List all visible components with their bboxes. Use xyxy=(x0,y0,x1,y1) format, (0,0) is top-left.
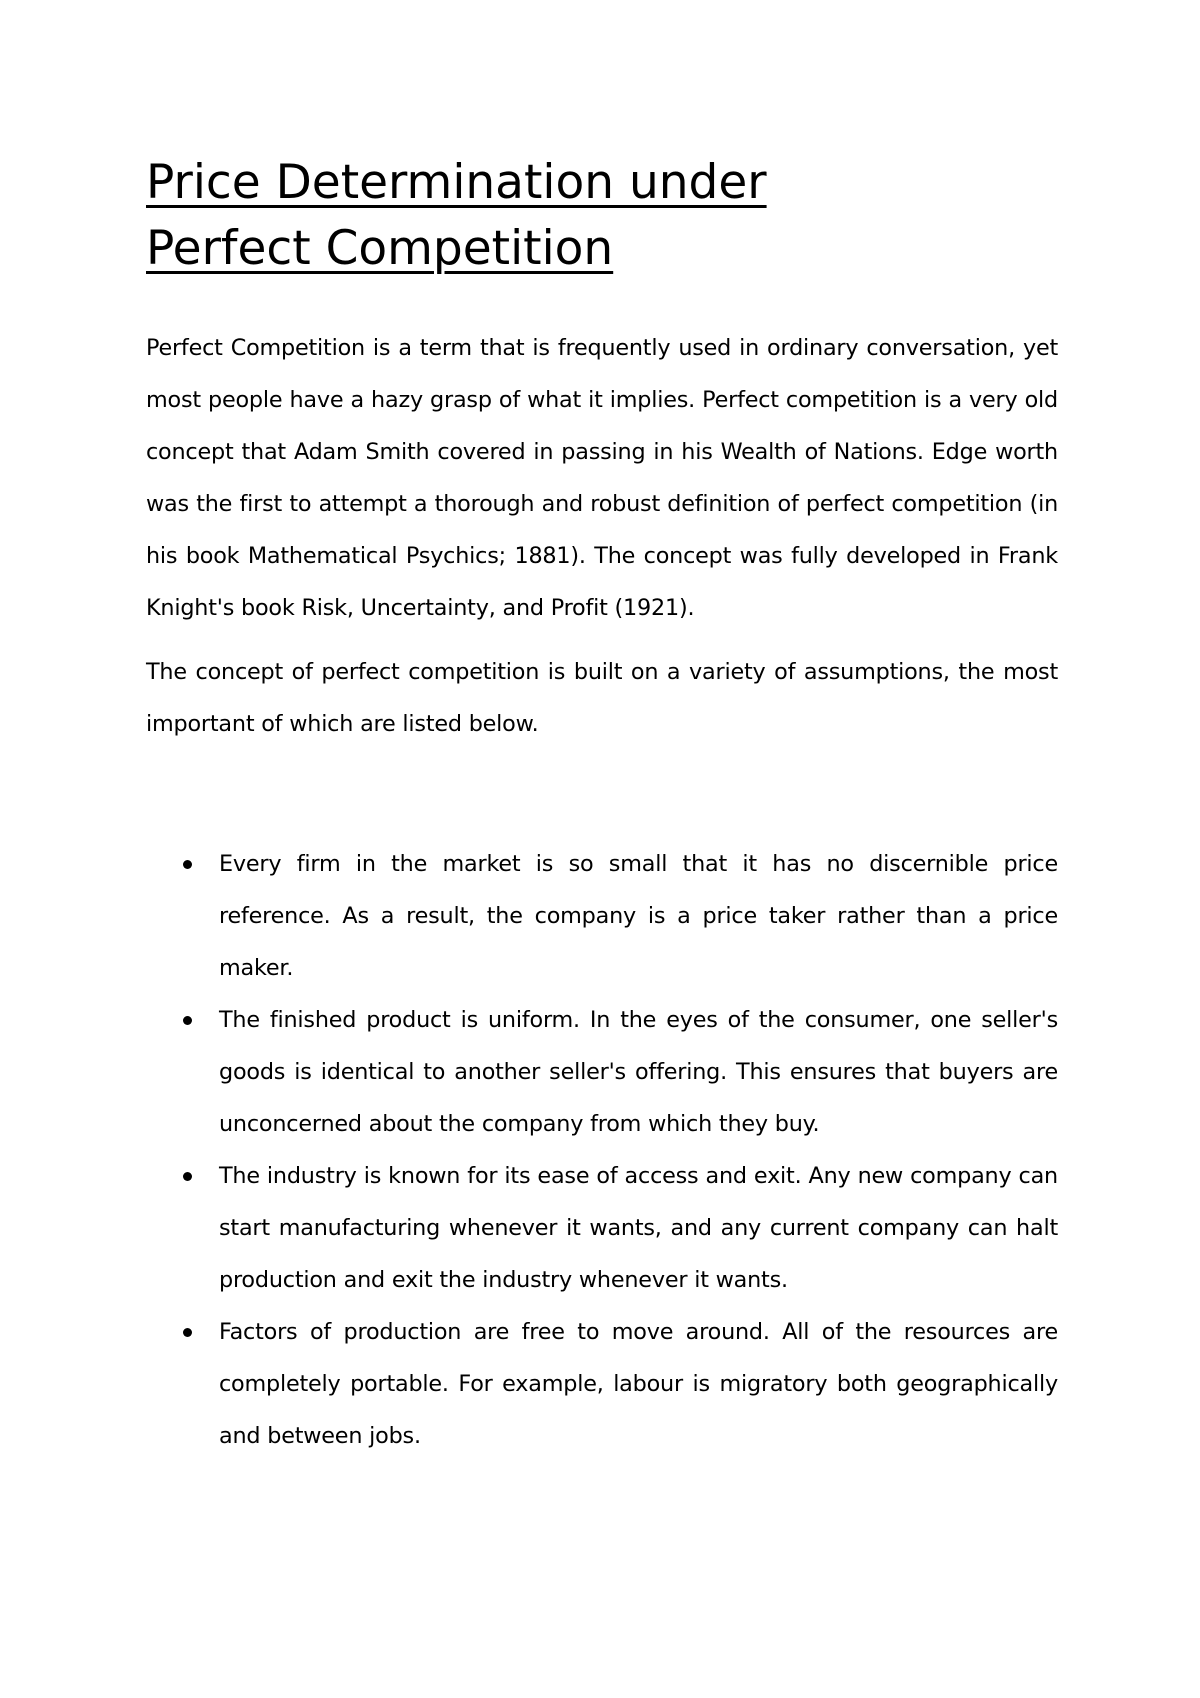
bullet-icon xyxy=(183,1328,192,1337)
title-line-2: Perfect Competition xyxy=(146,221,614,276)
list-item xyxy=(146,1150,1058,1306)
document-title xyxy=(146,150,1058,282)
list-item xyxy=(146,1306,1058,1462)
document-body xyxy=(146,150,1058,1462)
bullet-icon xyxy=(183,1172,192,1181)
intro-paragraph: Perfect Competition is a term that is frequently used in ordinary conversation, yet most people have a hazy grasp of what it implies. Perfect competition is a very old concept that Adam Smith covered in passing in his Wealth of Nations. Edge worth was the first to attempt a thorough and robust definition of perfect competition (in his book Mathematical Psychics; 1881). The concept was fully developed in Frank Knight's book Risk, Uncertainty, and Profit (1921). xyxy=(146,335,1058,621)
list-item-text: Every firm in the market is so small that it has no discernible price reference. As a result, the company is a price taker rather than a price maker. xyxy=(219,851,1058,981)
bullet-icon xyxy=(183,860,192,869)
list-item-text: The finished product is uniform. In the eyes of the consumer, one seller's goods is identical to another seller's offering. This ensures that buyers are unconcerned about the company from which they buy. xyxy=(219,1007,1058,1137)
title-line-1: Price Determination under xyxy=(146,155,767,210)
list-item xyxy=(146,838,1058,994)
assumptions-list xyxy=(146,838,1058,1462)
list-item xyxy=(146,994,1058,1150)
bullet-icon xyxy=(183,1016,192,1025)
list-item-text: Factors of production are free to move around. All of the resources are completely portable. For example, labour is migratory both geographically and between jobs. xyxy=(219,1319,1058,1449)
assumptions-paragraph: The concept of perfect competition is built on a variety of assumptions, the most important of which are listed below. xyxy=(146,659,1058,737)
list-item-text: The industry is known for its ease of access and exit. Any new company can start manufacturing whenever it wants, and any current company can halt production and exit the industry whenever it wants. xyxy=(219,1163,1058,1293)
